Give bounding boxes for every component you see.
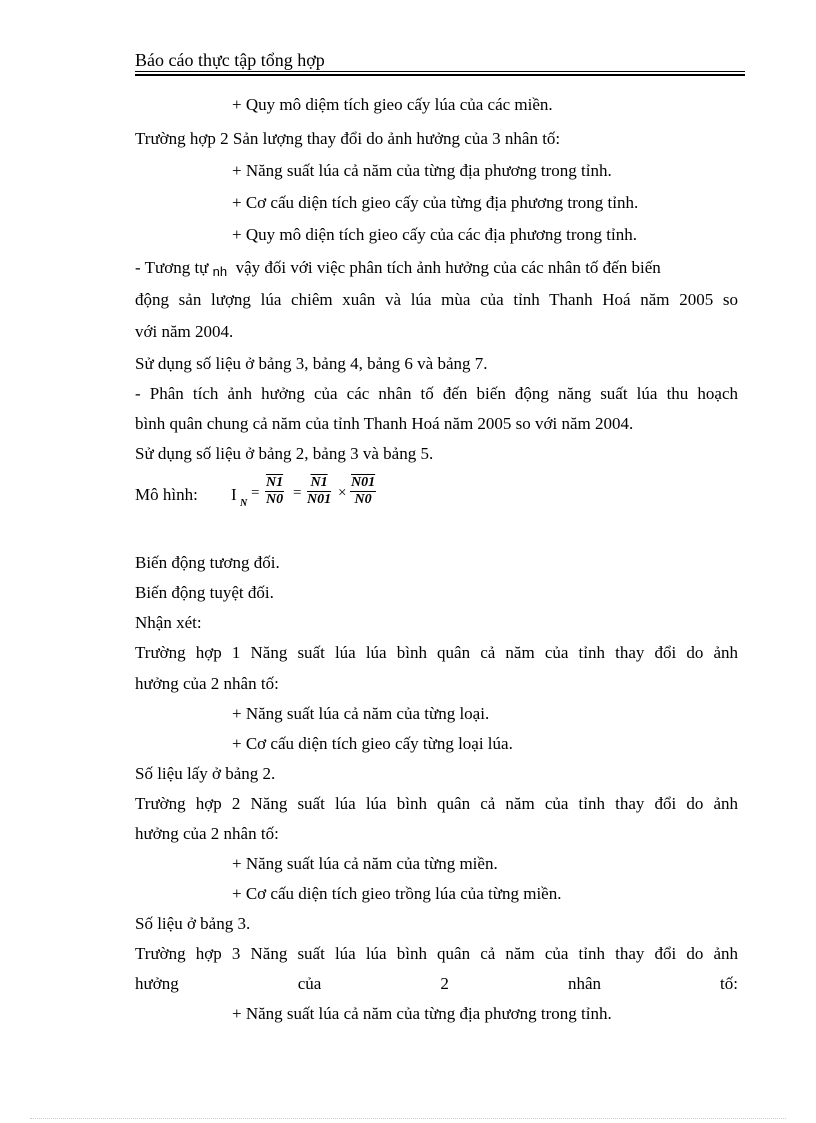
multiply-sign: × [338,485,347,501]
text-line: + Năng suất lúa cả năm của từng miền. [232,854,498,873]
text-line: Biến động tương đối. [135,553,280,572]
fraction-denominator: N01 [307,492,332,507]
page-bottom-border [30,1118,786,1119]
text-line: Biến động tuyệt đối. [135,583,274,602]
text-line: Trường hợp 2 Sản lượng thay đổi do ảnh hưởng của 3 nhân tố: [135,129,561,148]
formula-index-symbol: I [231,485,237,504]
text-line: Sử dụng số liệu ở bảng 2, bảng 3 và bảng 5. [135,444,434,463]
text-fragment: vậy đối với việc phân tích ảnh hưởng của các nhân tố đến biến [235,258,661,277]
text-line: + Năng suất lúa cả năm của từng địa phương trong tỉnh. [232,161,612,180]
fraction-2 [307,475,331,508]
page-header-title: Báo cáo thực tập tổng hợp [135,50,325,70]
text-line: + Quy mô diệm tích gieo cấy lúa của các miền. [232,95,553,114]
text-line: hưởng của 2 nhân tố: [135,974,738,993]
equals-sign: = [251,485,260,501]
text-line: + Cơ cấu diện tích gieo cấy từng loại lúa. [232,734,513,753]
equals-sign: = [293,485,302,501]
text-fragment-nh: nh [212,264,228,279]
text-line [135,257,661,280]
text-line: động sản lượng lúa chiêm xuân và lúa mùa của tỉnh Thanh Hoá năm 2005 so [135,290,738,309]
text-line: với năm 2004. [135,322,234,341]
text-line: Số liệu ở bảng 3. [135,914,251,933]
fraction-numerator: N1 [307,475,331,492]
text-line: + Năng suất lúa cả năm của từng địa phương trong tỉnh. [232,1004,612,1023]
header-rule-thick [135,74,745,76]
fraction-numerator: N01 [351,475,376,490]
text-line: - Phân tích ảnh hưởng của các nhân tố đến biến động năng suất lúa thu hoạch [135,384,738,403]
fraction-1 [265,475,284,508]
fraction-denominator: N0 [354,492,372,507]
text-line: + Năng suất lúa cả năm của từng loại. [232,704,490,723]
text-line: + Quy mô diện tích gieo cấy của các địa phương trong tỉnh. [232,225,637,244]
text-line: hưởng của 2 nhân tố: [135,674,279,693]
formula-block [135,473,535,523]
fraction-3 [350,475,376,508]
text-line: Sử dụng số liệu ở bảng 3, bảng 4, bảng 6 và bảng 7. [135,354,488,373]
formula-label: Mô hình: [135,485,198,504]
fraction-numerator: N1 [266,475,284,490]
text-line: Trường hợp 1 Năng suất lúa lúa bình quân cả năm của tỉnh thay đổi do ảnh [135,643,738,662]
text-fragment: - Tương tự [135,258,209,277]
text-line: + Cơ cấu diện tích gieo cấy của từng địa phương trong tỉnh. [232,193,639,212]
fraction-denominator: N0 [266,492,284,507]
text-line: + Cơ cấu diện tích gieo trồng lúa của từng miền. [232,884,562,903]
text-line: bình quân chung cả năm của tỉnh Thanh Hoá năm 2005 so với năm 2004. [135,414,634,433]
formula-index-subscript: N [240,498,248,509]
text-line: Số liệu lấy ở bảng 2. [135,764,276,783]
header-rule-thin [135,71,745,72]
text-line: Nhận xét: [135,613,202,632]
text-line: Trường hợp 3 Năng suất lúa lúa bình quân cả năm của tỉnh thay đổi do ảnh [135,944,738,963]
text-line: Trường hợp 2 Năng suất lúa lúa bình quân cả năm của tỉnh thay đổi do ảnh [135,794,738,813]
text-line: hưởng của 2 nhân tố: [135,824,279,843]
